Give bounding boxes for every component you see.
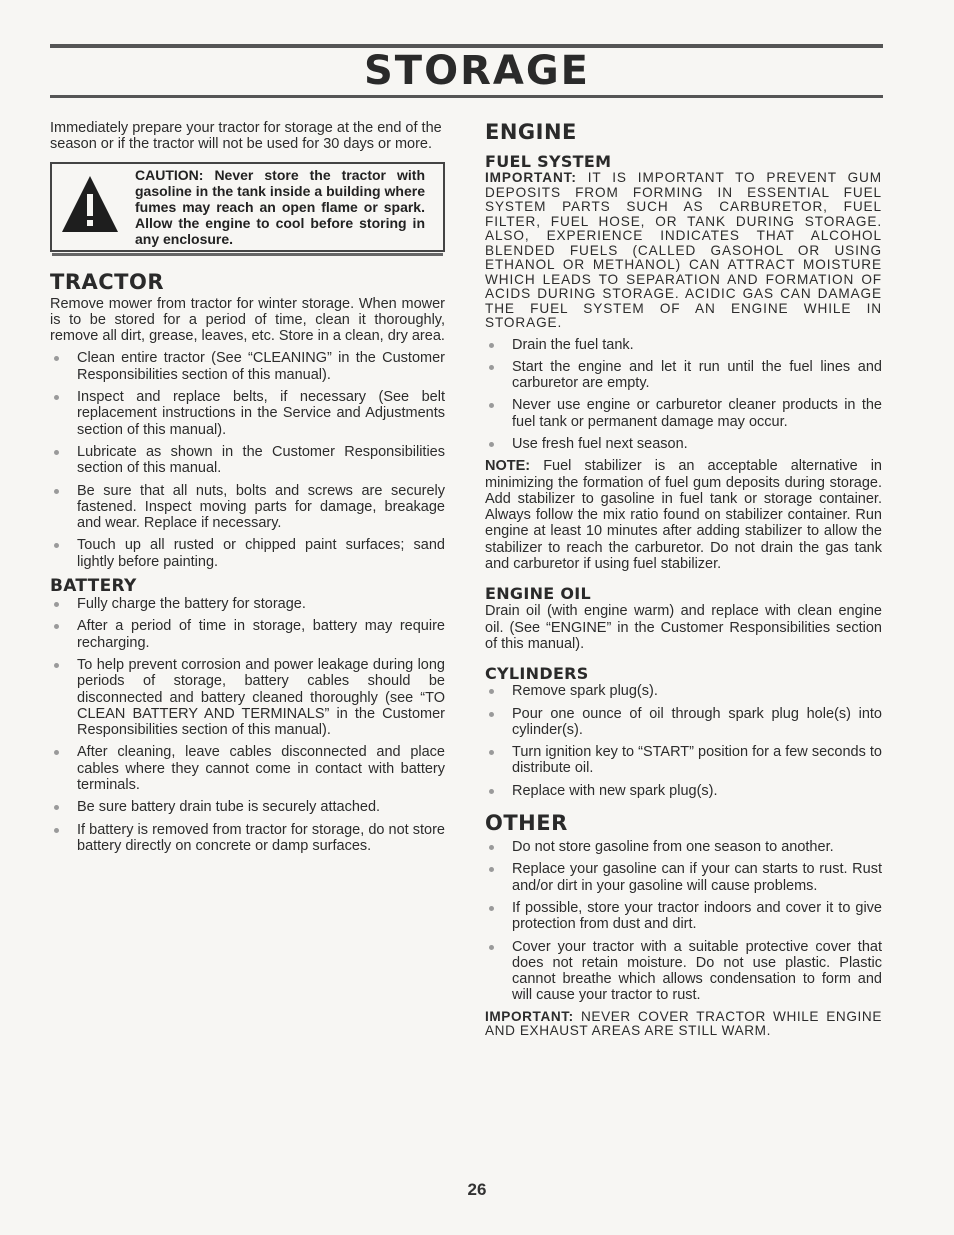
list-item: If battery is removed from tractor for storage, do not store battery directly on concrete or damp surfaces. <box>50 822 445 855</box>
page-title: STORAGE <box>363 48 590 94</box>
fuel-system-list <box>485 337 882 453</box>
list-item: After cleaning, leave cables disconnected and place cables where they cannot come in contact with battery terminals. <box>50 744 445 793</box>
intro-paragraph: Immediately prepare your tractor for storage at the end of the season or if the tractor will not be used for 30 days or more. <box>50 120 442 153</box>
list-item: Pour one ounce of oil through spark plug hole(s) into cylinder(s). <box>485 706 882 739</box>
battery-heading: BATTERY <box>50 576 137 597</box>
list-item: Inspect and replace belts, if necessary (See belt replacement instructions in the Service and Adjustments section of this manual). <box>50 389 445 438</box>
list-item: Use fresh fuel next season. <box>485 436 882 452</box>
important-text: NEVER COVER TRACTOR WHILE ENGINE AND EXHAUST AREAS ARE STILL WARM. <box>485 1008 882 1039</box>
list-item: Drain the fuel tank. <box>485 337 882 353</box>
important-label: IMPORTANT: <box>485 170 577 185</box>
list-item: Do not store gasoline from one season to another. <box>485 839 882 855</box>
list-item: Lubricate as shown in the Customer Responsibilities section of this manual. <box>50 444 445 477</box>
list-item: Remove spark plug(s). <box>485 683 882 699</box>
other-important-note <box>485 1010 882 1039</box>
list-item: After a period of time in storage, battery may require recharging. <box>50 618 445 651</box>
caution-text: CAUTION: Never store the tractor with gasoline in the tank inside a building where fumes may reach an open flame or spark. Allow the engine to cool before storing in any enclosure. <box>135 166 425 247</box>
list-item: Never use engine or carburetor cleaner products in the fuel tank or permanent damage may occur. <box>485 397 882 430</box>
list-item: Clean entire tractor (See “CLEANING” in the Customer Responsibilities section of this manual). <box>50 350 445 383</box>
list-item: Replace with new spark plug(s). <box>485 783 882 799</box>
fuel-important-note <box>485 171 882 331</box>
list-item: Turn ignition key to “START” position for a few seconds to distribute oil. <box>485 744 882 777</box>
list-item: Fully charge the battery for storage. <box>50 596 445 612</box>
page-number: 26 <box>467 1180 487 1199</box>
list-item: Touch up all rusted or chipped paint surfaces; sand lightly before painting. <box>50 537 445 570</box>
fuel-system-heading: FUEL SYSTEM <box>485 152 612 171</box>
warning-triangle-icon <box>60 174 120 234</box>
note-label: NOTE: <box>485 458 531 475</box>
other-list <box>485 839 882 1004</box>
fuel-note <box>485 458 882 572</box>
engine-oil-body: Drain oil (with engine warm) and replace with clean engine oil. (See “ENGINE” in the Customer Responsibilities section of this manual). <box>485 603 882 652</box>
battery-list <box>50 596 445 854</box>
cylinders-heading: CYLINDERS <box>485 664 589 684</box>
other-heading: OTHER <box>485 811 568 836</box>
list-item: Be sure that all nuts, bolts and screws are securely fastened. Inspect moving parts for damage, breakage and wear. Replace if necessary. <box>50 483 445 532</box>
header-rule-bottom <box>50 95 883 98</box>
left-column <box>50 120 445 860</box>
engine-heading: ENGINE <box>485 120 577 144</box>
note-text: Fuel stabilizer is an acceptable alternative in minimizing the formation of fuel gum deposits during storage. Add stabilizer to gasoline in fuel tank or storage container. Always follow the mix ratio found on stabilizer container. Run engine at least 10 minutes after adding stabilizer to allow the stabilizer to reach the carburetor. Do not drain the gas tank and carburetor if using fuel stabilizer. <box>485 458 882 573</box>
list-item: Be sure battery drain tube is securely attached. <box>50 799 445 815</box>
right-column <box>485 120 882 1045</box>
engine-oil-heading: ENGINE OIL <box>485 584 592 604</box>
important-text: IT IS IMPORTANT TO PREVENT GUM DEPOSITS FROM FORMING IN ESSENTIAL FUEL SYSTEM PARTS SUCH AS CARBURETOR, FUEL FILTER, FUEL HOSE, OR TANK DURING STORAGE. ALSO, EXPERIENCE INDICATES THAT ALCOHOL BLENDED FUELS (CALLED GASOHOL OR USING ETHANOL OR METHANOL) CAN ATTRACT MOISTURE WHICH LEADS TO SEPARATION AND FORMATION OF ACIDS DURING STORAGE. ACIDIC GAS CAN DAMAGE THE FUEL SYSTEM OF AN ENGINE WHILE IN STORAGE. <box>485 170 882 330</box>
list-item: Replace your gasoline can if your can starts to rust. Rust and/or dirt in your gasoline will cause problems. <box>485 861 882 894</box>
list-item: If possible, store your tractor indoors and cover it to give protection from dust and dirt. <box>485 900 882 933</box>
list-item: Cover your tractor with a suitable protective cover that does not retain moisture. Do not use plastic. Plastic cannot breathe which allows condensation to form and will cause your tractor to rust. <box>485 939 882 1004</box>
tractor-heading: TRACTOR <box>50 269 165 294</box>
cylinders-list <box>485 683 882 799</box>
list-item: To help prevent corrosion and power leakage during long periods of storage, battery cables should be disconnected and battery cleaned thoroughly (see “TO CLEAN BATTERY AND TERMINALS” in the Customer Responsibilities section of this manual). <box>50 657 445 738</box>
important-label: IMPORTANT: <box>485 1008 574 1024</box>
tractor-body: Remove mower from tractor for winter storage. When mower is to be stored for a period of time, clean it thoroughly, remove all dirt, grease, leaves, etc. Store in a clean, dry area. <box>50 295 445 345</box>
caution-box <box>50 162 445 252</box>
tractor-list <box>50 350 445 570</box>
list-item: Start the engine and let it run until the fuel lines and carburetor are empty. <box>485 359 882 392</box>
